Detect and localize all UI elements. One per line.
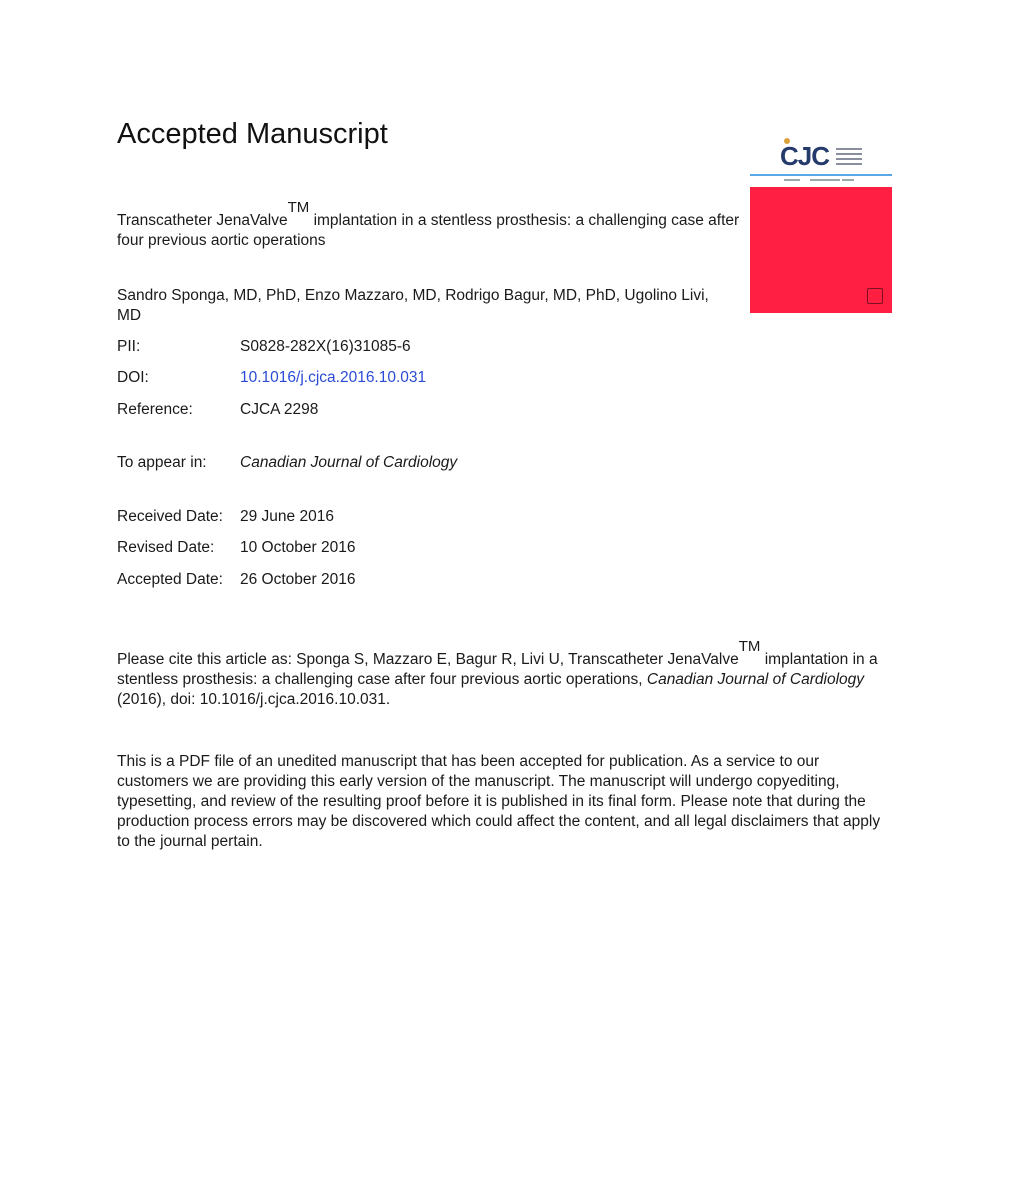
citation-journal: Canadian Journal of Cardiology — [646, 671, 865, 688]
trademark: TM — [287, 199, 310, 216]
title-text: Transcatheter JenaValve — [117, 212, 288, 229]
revised-date-label: Revised Date: — [117, 539, 215, 556]
citation-paragraph — [117, 638, 892, 710]
pii-label: PII: — [117, 338, 141, 355]
trademark: TM — [738, 638, 761, 655]
citation-suffix: (2016), doi: 10.1016/j.cjca.2016.10.031. — [117, 691, 391, 708]
elsevier-tree-icon — [867, 288, 883, 304]
cover-tiny-text — [836, 148, 862, 150]
cover-strip-text — [842, 179, 854, 181]
cover-tiny-text — [836, 153, 862, 155]
accepted-date-value: 26 October 2016 — [240, 571, 356, 588]
journal-name: Canadian Journal of Cardiology — [240, 454, 458, 471]
title-text-rest: implantation in a stentless prosthesis: a challenging case after four previous aortic operations — [117, 212, 740, 249]
appear-in-label: To appear in: — [117, 454, 207, 471]
article-title — [117, 199, 757, 251]
page-title: Accepted Manuscript — [117, 118, 388, 150]
author-list: Sandro Sponga, MD, PhD, Enzo Mazzaro, MD, Rodrigo Bagur, MD, PhD, Ugolino Livi, MD — [117, 287, 709, 324]
received-date-label: Received Date: — [117, 508, 223, 525]
doi-label: DOI: — [117, 369, 149, 386]
cjc-logo: CJC — [780, 141, 830, 171]
reference-label: Reference: — [117, 401, 193, 418]
cover-info-strip — [750, 176, 892, 187]
received-date-value: 29 June 2016 — [240, 508, 334, 525]
cover-strip-text — [784, 179, 800, 181]
journal-cover-image — [750, 136, 892, 313]
citation-prefix: Please cite this article as: Sponga S, Mazzaro E, Bagur R, Livi U, Transcatheter JenaValve — [117, 651, 739, 668]
disclaimer-paragraph: This is a PDF file of an unedited manuscript that has been accepted for publication. As a service to our customers we are providing this early version of the manuscript. The manuscript will undergo copyediting, typesetting, and review of the resulting proof before it is published in its final form. Please note that during the production process errors may be discovered which could affect the content, and all legal disclaimers that apply to the journal pertain. — [117, 753, 881, 850]
accepted-date-label: Accepted Date: — [117, 571, 223, 588]
cover-strip-text — [810, 179, 840, 181]
pii-value: S0828-282X(16)31085-6 — [240, 338, 411, 355]
reference-value: CJCA 2298 — [240, 401, 319, 418]
citation-middle: implantation in a stentless prosthesis: a challenging case after four previous aortic operations, — [117, 651, 878, 688]
doi-link[interactable]: 10.1016/j.cjca.2016.10.031 — [240, 369, 427, 386]
cover-tiny-text — [836, 158, 862, 160]
revised-date-value: 10 October 2016 — [240, 539, 356, 556]
cover-tiny-text — [836, 163, 862, 165]
